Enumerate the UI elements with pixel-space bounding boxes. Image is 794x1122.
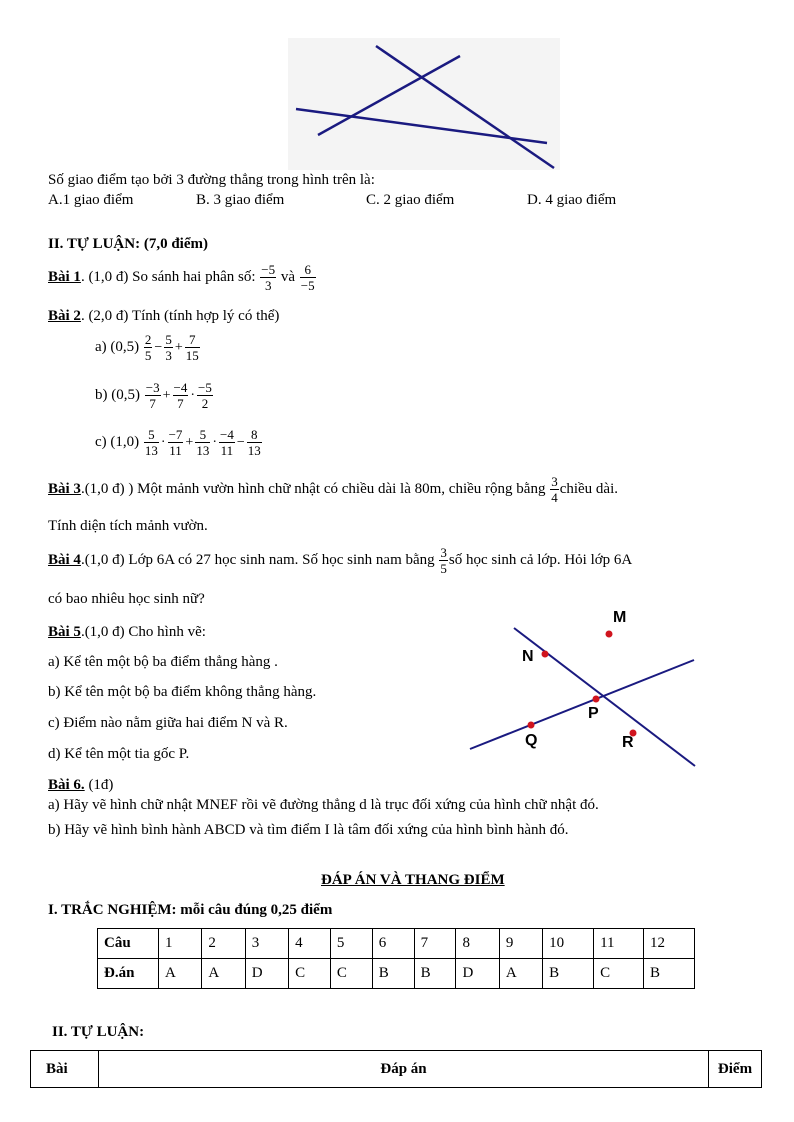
bai1	[48, 262, 317, 293]
bai3-label: Bài 3	[48, 480, 81, 497]
part2-title: II. TỰ LUẬN: (7,0 điểm)	[48, 236, 208, 252]
essay-header-bai: Bài	[31, 1051, 99, 1088]
option-b: B. 3 giao điểm	[196, 192, 285, 208]
figure-background	[288, 38, 560, 170]
essay-table	[30, 1050, 762, 1088]
bai3-line2: Tính diện tích mảnh vườn.	[48, 518, 208, 534]
bai5: Bài 5.(1,0 đ) Cho hình vẽ:	[48, 624, 206, 640]
bai4: Bài 4.(1,0 đ) Lớp 6A có 27 học sinh nam. Số học sinh nam bằng $\frac{3}{5}$ số học sinh cả lớp. Hỏi lớp 6A	[48, 545, 633, 576]
bai5-item-d: d) Kể tên một tia gốc P.	[48, 746, 190, 762]
bai3: Bài 3.(1,0 đ) ) Một mảnh vườn hình chữ nhật có chiều dài là 80m, chiều rộng bằng $\frac{3}{4}$ chiều dài.	[48, 474, 619, 505]
bai6-label: Bài 6.	[48, 777, 85, 793]
label-P: P	[588, 705, 599, 722]
option-d: D. 4 giao điểm	[527, 192, 617, 208]
point-M	[606, 631, 613, 638]
bai1-fraction-1: $\frac{-5}{3}$	[261, 262, 276, 293]
points-figure	[462, 600, 700, 770]
line-NR	[514, 628, 695, 766]
bai5-label: Bài 5	[48, 624, 81, 640]
label-M: M	[613, 609, 627, 626]
bai4-line2: có bao nhiêu học sinh nữ?	[48, 591, 205, 607]
row-header-cau: Câu	[98, 929, 159, 959]
label-N: N	[522, 648, 534, 665]
bai1-fraction-2: $\frac{6}{-5}$	[300, 262, 315, 293]
row-header-dan: Đ.án	[98, 959, 159, 989]
point-Q	[528, 722, 535, 729]
answer-row: Đ.án A A D C C B B D A B C B	[98, 959, 695, 989]
bai2-b: b) (0,5) $\frac{-3}{7}$ + $\frac{-4}{7}$ · $\frac{-5}{2}$	[95, 380, 212, 411]
bai5-item-b: b) Kể tên một bộ ba điểm không thẳng hàng.	[48, 684, 317, 700]
bai5-item-c: c) Điểm nào nằm giữa hai điểm N và R.	[48, 715, 288, 731]
option-c: C. 2 giao điểm	[366, 192, 455, 208]
mc-title: I. TRẮC NGHIỆM: mỗi câu đúng 0,25 điểm	[48, 902, 333, 918]
bai5-item-a: a) Kể tên một bộ ba điểm thẳng hàng .	[48, 654, 278, 670]
bai6-item-b: b) Hãy vẽ hình bình hành ABCD và tìm điểm I là tâm đối xứng của hình bình hành đó.	[48, 822, 569, 838]
essay-header-dapan: Đáp án	[99, 1051, 709, 1088]
line-QP	[470, 660, 694, 749]
bai2-label: Bài 2	[48, 308, 81, 324]
question-text: Số giao điểm tạo bởi 3 đường thẳng trong hình trên là:	[48, 172, 375, 188]
bai4-label: Bài 4	[48, 551, 81, 568]
bai1-dot: .	[80, 268, 89, 285]
label-Q: Q	[525, 732, 538, 749]
three-lines-figure	[288, 38, 560, 170]
bai2: Bài 2. (2,0 đ) Tính (tính hợp lý có thể)	[48, 308, 280, 324]
label-R: R	[622, 734, 634, 751]
bai6: Bài 6. (1đ)	[48, 777, 114, 793]
bai1-and: và	[280, 268, 296, 285]
bai2-a: a) (0,5) $\frac{2}{5}$ − $\frac{5}{3}$ + $\frac{7}{15}$	[95, 332, 199, 363]
bai1-text: (1,0 đ) So sánh hai phân số:	[88, 268, 256, 285]
essay-header-diem: Điểm	[709, 1051, 762, 1088]
point-P	[593, 696, 600, 703]
mc-answer-table	[97, 928, 695, 989]
question-row: Câu 1 2 3 4 5 6 7 8 9 10 11 12	[98, 929, 695, 959]
bai4-fraction: $\frac{3}{5}$	[440, 545, 447, 576]
bai2-text: (2,0 đ) Tính (tính hợp lý có thể)	[88, 308, 280, 324]
option-a: A.1 giao điểm	[48, 192, 134, 208]
bai3-fraction: $\frac{3}{4}$	[551, 474, 558, 505]
answers-title: ĐÁP ÁN VÀ THANG ĐIỂM	[321, 872, 505, 888]
bai2-c: c) (1,0) $\frac{5}{13}$ · $\frac{-7}{11}$ + $\frac{5}{13}$ · $\frac{-4}{11}$ − $\frac{8}{13}$	[95, 427, 261, 458]
bai1-label: Bài 1	[48, 268, 81, 285]
bai6-item-a: a) Hãy vẽ hình chữ nhật MNEF rồi vẽ đường thẳng d là trục đối xứng của hình chữ nhật đó.	[48, 797, 599, 813]
point-N	[542, 651, 549, 658]
essay-title: II. TỰ LUẬN:	[52, 1024, 145, 1040]
